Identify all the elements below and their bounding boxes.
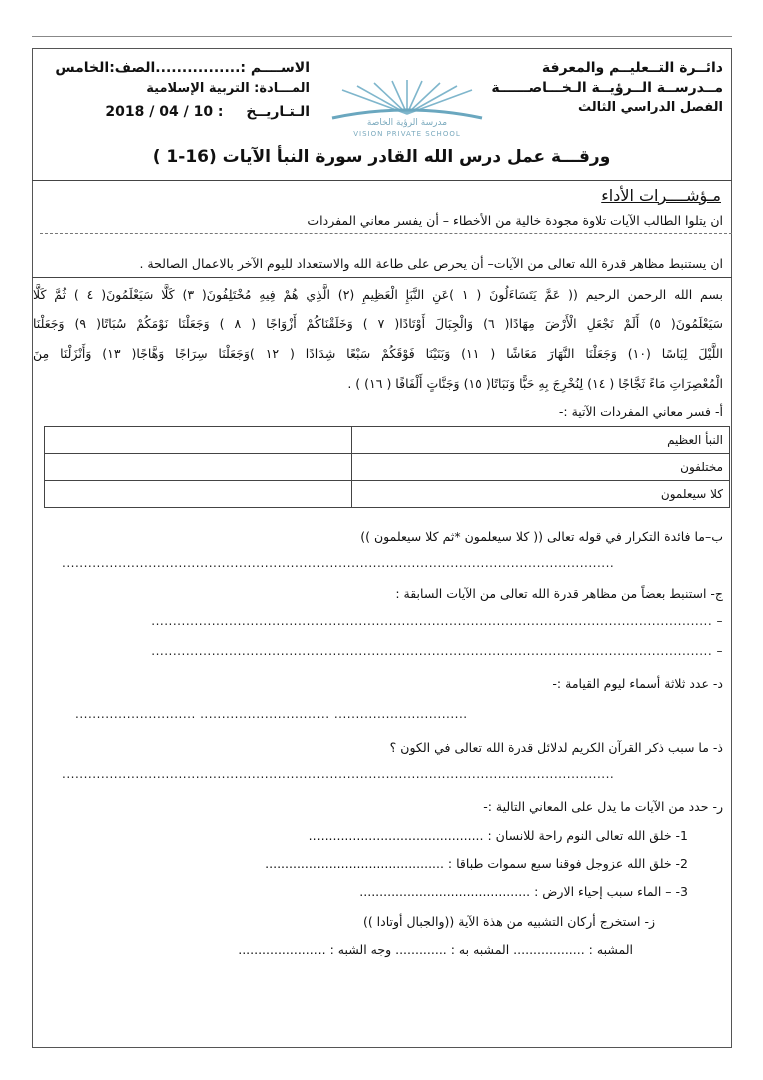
verse-line: اللَّيْلَ لِبَاسًا (١٠) وَجَعَلْنَا النَّهَارَ مَعَاشًا ( ١١) وَبَنَيْنَا فَوْقَكُمْ سَبْعًا شِدَادًا ( ١٢ )وَجَعَلْنَا سِرَاجًا وَهَّاجًا( ١٣) وَأَنْزَلْنَا مِنَ <box>33 346 724 361</box>
vocab-term: كلا سيعلمون <box>352 481 730 508</box>
vocab-term: مختلفون <box>352 454 730 481</box>
question-r-item: 3- – الماء سبب إحياء الارض : ........................................... <box>359 884 688 899</box>
header-term: الفصل الدراسي الثالث <box>577 100 723 115</box>
school-logo <box>322 80 492 140</box>
logo-english-text: VISION PRIVATE SCHOOL <box>353 130 461 138</box>
header-name-line: الاســــم :................الصف:الخامس <box>55 60 310 76</box>
question-c-answer-line[interactable]: – .................................................................................................................................. <box>151 644 723 658</box>
question-c-answer-line[interactable]: – .................................................................................................................................. <box>151 614 723 628</box>
verse-line: الْمُعْصِرَاتِ مَاءً ثَجَّاجًا ( ١٤) لِنُخْرِجَ بِهِ حَبًّا وَنَبَاتًا( ١٥) وَجَنَّاتٍ أَلْفَافًا ( ١٦) ) . <box>347 376 723 391</box>
question-a-prompt: أ- فسر معاني المفردات الآتية :- <box>558 404 723 419</box>
vocab-answer-cell[interactable] <box>45 427 352 454</box>
date-label: الـتـاريــخ <box>246 104 310 120</box>
table-row <box>45 454 730 481</box>
question-d-answers[interactable]: ............................ .............................. ............................... <box>75 707 468 721</box>
vocab-answer-cell[interactable] <box>45 481 352 508</box>
header-date-line <box>78 104 310 120</box>
header-department: دائــرة التــعليــم والمعرفة <box>541 60 723 76</box>
worksheet-title: ورقـــة عمل درس الله القادر سورة النبأ الآيات (16-1 ) <box>152 147 611 167</box>
vocab-answer-cell[interactable] <box>45 454 352 481</box>
question-d-prompt: د- عدد ثلاثة أسماء ليوم القيامة :- <box>552 676 723 691</box>
question-b-answer-line[interactable]: ................................................................................................................................ <box>62 556 615 570</box>
question-b-prompt: ب–ما فائدة التكرار في قوله تعالى (( كلا سيعلمون *ثم كلا سيعلمون )) <box>360 529 723 544</box>
question-c-prompt: ج- استنبط بعضاً من مظاهر قدرة الله تعالى من الآيات السابقة : <box>395 586 723 601</box>
header-subject-line: المـــادة: التربية الإسلامية <box>146 81 310 96</box>
question-z-prompt: ز- استخرج أركان التشبيه من هذة الآية ((والجبال أوتادا )) <box>362 914 655 929</box>
vocab-table <box>44 426 730 508</box>
verse-line: بسم الله الرحمن الرحيم (( عَمَّ يَتَسَاءَلُونَ ( ١ )عَنِ النَّبَإِ الْعَظِيمِ (٢) الَّذِي هُمْ فِيهِ مُخْتَلِفُونَ( ٣) كَلَّا سَيَعْلَمُونَ( ٤ ) ثُمَّ كَلَّا <box>33 287 723 302</box>
question-dh-answer-line[interactable]: ................................................................................................................................ <box>62 767 615 781</box>
indicators-divider <box>32 277 732 278</box>
question-r-item: 2- خلق الله عزوجل فوقنا سبع سموات طباقا : ............................................. <box>265 856 688 871</box>
date-value: : 10 / 04 / 2018 <box>105 104 224 120</box>
title-divider <box>32 180 732 181</box>
indicator-line-1: ان يتلوا الطالب الآيات تلاوة مجودة خالية من الأخطاء – أن يفسر معاني المفردات <box>307 213 723 228</box>
question-r-prompt: ر- حدد من الآيات ما يدل على المعاني التالية :- <box>483 799 723 814</box>
table-row <box>45 481 730 508</box>
logo-arabic-text: مدرسة الرؤية الخاصة <box>366 118 448 128</box>
verse-line: سَيَعْلَمُونَ( ٥) أَلَمْ نَجْعَلِ الْأَرْضَ مِهَادًا( ٦) وَالْجِبَالَ أَوْتَادًا( ٧ ) وَخَلَقْنَاكُمْ أَزْوَاجًا ( ٨ ) وَجَعَلْنَا نَوْمَكُمْ سُبَاتًا( ٩) وَجَعَلْنَا <box>33 316 723 331</box>
indicator-divider <box>40 233 732 234</box>
header-school: مــدرســة الــرؤيــة الـخـــاصــــــة <box>491 80 723 96</box>
table-row <box>45 427 730 454</box>
question-z-parts[interactable]: المشبه : .................. المشبه به : ............. وجه الشبه : ...................... <box>238 942 633 957</box>
question-dh-prompt: ذ- ما سبب ذكر القرآن الكريم لدلائل قدرة الله تعالى في الكون ؟ <box>389 740 723 755</box>
indicators-heading: مـؤشــــرات الأداء <box>601 186 721 205</box>
question-r-item: 1- خلق الله تعالى النوم راحة للانسان : ............................................ <box>308 828 688 843</box>
indicator-line-2: ان يستنبط مظاهر قدرة الله تعالى من الآيات– أن يحرص على طاعة الله والاستعداد لليوم الآخر بالاعمال الصالحة . <box>139 256 723 271</box>
top-rule <box>32 36 732 37</box>
vocab-term: النبأ العظيم <box>352 427 730 454</box>
